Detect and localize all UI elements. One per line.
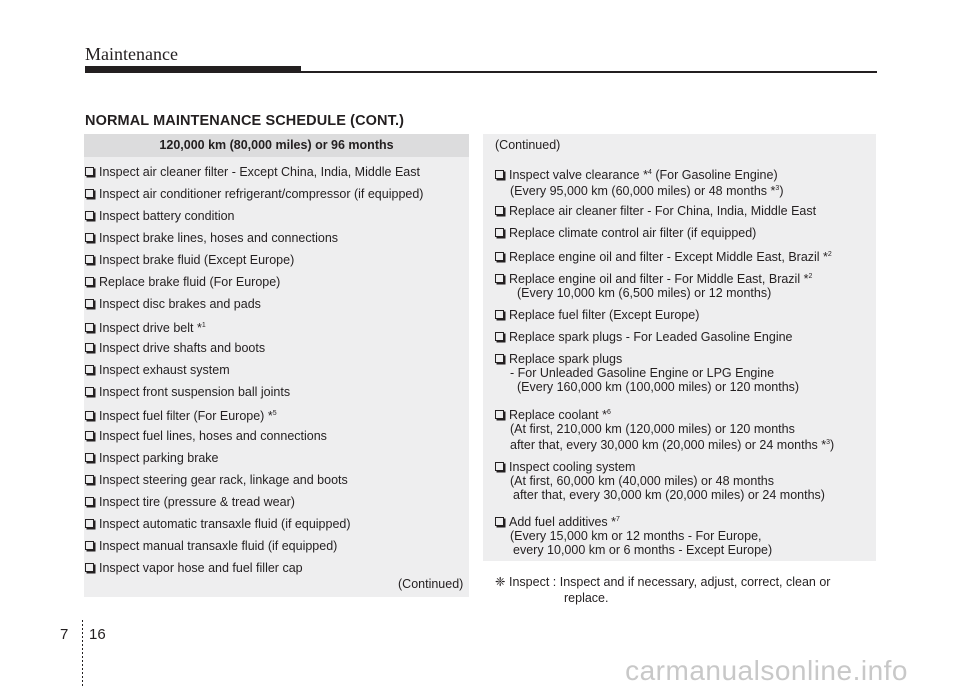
checkbox-icon xyxy=(495,310,504,319)
checkbox-icon xyxy=(85,211,94,220)
footnote-ref: 2 xyxy=(808,273,813,280)
checkbox-icon xyxy=(85,233,94,242)
list-item xyxy=(85,209,235,223)
item-spark-plugs xyxy=(495,352,799,394)
checkbox-icon xyxy=(495,517,504,526)
watermark: carmanualsonline.info xyxy=(625,655,908,686)
list-item xyxy=(85,231,338,245)
checkbox-icon xyxy=(495,354,504,363)
item-text: Inspect vapor hose and fuel filler cap xyxy=(99,561,303,575)
item-text: Inspect valve clearance * xyxy=(509,168,648,182)
checkbox-icon xyxy=(85,343,94,352)
footnote-ref: 1 xyxy=(201,322,206,329)
footnote-ref: 3 xyxy=(826,439,831,446)
list-item xyxy=(85,187,423,201)
item-text: Inspect air cleaner filter - Except China, India, Middle East xyxy=(99,165,420,179)
item-text: Replace spark plugs - For Leaded Gasoline Engine xyxy=(509,330,793,344)
item-text: Replace fuel filter (Except Europe) xyxy=(509,308,700,322)
list-item xyxy=(85,275,280,289)
list-item xyxy=(85,341,265,355)
chapter-number: 7 xyxy=(60,626,69,643)
footnote-ref: 4 xyxy=(647,169,652,176)
left-panel-heading-text: 120,000 km (80,000 miles) or 96 months xyxy=(159,138,394,152)
checkbox-icon xyxy=(85,365,94,374)
checkbox-icon xyxy=(495,252,504,261)
footnote-ref: 6 xyxy=(606,409,611,416)
left-continued-label: (Continued) xyxy=(398,577,464,591)
checkbox-icon xyxy=(85,563,94,572)
section-title: NORMAL MAINTENANCE SCHEDULE (CONT.) xyxy=(85,113,405,129)
item-text-cont: (For Gasoline Engine) xyxy=(651,168,778,182)
item-interval: (Every 15,000 km or 12 months - For Europe, xyxy=(510,529,762,543)
list-item xyxy=(85,495,295,509)
item-text: Inspect fuel lines, hoses and connections xyxy=(99,429,327,443)
checkbox-icon xyxy=(85,519,94,528)
list-item xyxy=(85,539,337,553)
left-panel xyxy=(84,157,469,597)
item-spark-plugs-leaded xyxy=(495,330,793,344)
item-text: Replace coolant * xyxy=(509,408,607,422)
header-rule xyxy=(301,71,877,73)
page-number: 16 xyxy=(89,626,106,643)
item-interval: (At first, 60,000 km (40,000 miles) or 48 months xyxy=(510,474,774,488)
item-text: Inspect steering gear rack, linkage and boots xyxy=(99,473,348,487)
item-valve-clearance xyxy=(495,166,783,198)
checkbox-icon xyxy=(85,541,94,550)
item-text: Inspect automatic transaxle fluid (if equipped) xyxy=(99,517,351,531)
item-text: Replace engine oil and filter - For Middle East, Brazil * xyxy=(509,272,809,286)
checkbox-icon xyxy=(495,462,504,471)
inspect-note xyxy=(495,574,830,606)
checkbox-icon xyxy=(85,189,94,198)
list-item xyxy=(85,429,327,443)
checkbox-icon xyxy=(495,410,504,419)
item-text: Add fuel additives * xyxy=(509,515,617,529)
item-interval: (At first, 210,000 km (120,000 miles) or 120 months xyxy=(510,422,795,436)
item-air-cleaner xyxy=(495,204,816,218)
item-text: Replace air cleaner filter - For China, India, Middle East xyxy=(509,204,817,218)
item-interval-cont: after that, every 30,000 km (20,000 miles) or 24 months) xyxy=(513,488,825,502)
item-text: Inspect cooling system xyxy=(509,460,636,474)
item-interval-cont: every 10,000 km or 6 months - Except Europe) xyxy=(513,543,773,557)
item-engine-oil-1 xyxy=(495,248,832,264)
note-symbol-icon: ❈ xyxy=(495,575,506,589)
item-text: Inspect battery condition xyxy=(99,209,235,223)
list-item xyxy=(85,561,303,575)
item-text: Inspect air conditioner refrigerant/compressor (if equipped) xyxy=(99,187,424,201)
item-interval: (Every 10,000 km (6,500 miles) or 12 months) xyxy=(517,286,772,300)
item-text: Replace spark plugs xyxy=(509,352,623,366)
checkbox-icon xyxy=(85,277,94,286)
checkbox-icon xyxy=(85,475,94,484)
left-panel-heading xyxy=(84,134,469,157)
item-text: Replace climate control air filter (if equipped) xyxy=(509,226,757,240)
item-text: Inspect drive shafts and boots xyxy=(99,341,266,355)
checkbox-icon xyxy=(85,453,94,462)
item-text: Replace engine oil and filter - Except Middle East, Brazil * xyxy=(509,250,828,264)
list-item xyxy=(85,517,351,531)
item-text: Inspect manual transaxle fluid (if equipped) xyxy=(99,539,338,553)
item-engine-oil-2 xyxy=(495,270,812,300)
header-bar xyxy=(85,66,301,73)
list-item xyxy=(85,297,261,311)
header-title: Maintenance xyxy=(85,44,178,64)
footnote-ref: 5 xyxy=(272,410,277,417)
checkbox-icon xyxy=(495,332,504,341)
item-interval-end: ) xyxy=(779,184,784,198)
checkbox-icon xyxy=(85,299,94,308)
list-item xyxy=(85,473,348,487)
checkbox-icon xyxy=(85,255,94,264)
list-item xyxy=(85,451,219,465)
item-text: Inspect parking brake xyxy=(99,451,219,465)
item-interval: (Every 160,000 km (100,000 miles) or 120 months) xyxy=(517,380,800,394)
checkbox-icon xyxy=(85,387,94,396)
list-item xyxy=(85,253,294,267)
item-text: Inspect fuel filter (For Europe) * xyxy=(99,409,273,423)
list-item xyxy=(85,407,277,423)
checkbox-icon xyxy=(85,323,94,332)
item-interval-end: ) xyxy=(830,438,835,452)
checkbox-icon xyxy=(85,431,94,440)
footnote-ref: 2 xyxy=(827,251,832,258)
item-coolant xyxy=(495,406,834,452)
item-fuel-filter xyxy=(495,308,699,322)
item-text: Inspect brake fluid (Except Europe) xyxy=(99,253,295,267)
checkbox-icon xyxy=(85,167,94,176)
item-text: Inspect exhaust system xyxy=(99,363,230,377)
right-continued-label: (Continued) xyxy=(495,138,561,152)
item-text: Inspect tire (pressure & tread wear) xyxy=(99,495,295,509)
item-climate-filter xyxy=(495,226,756,240)
checkbox-icon xyxy=(495,274,504,283)
list-item xyxy=(85,363,230,377)
item-interval-cont: after that, every 30,000 km (20,000 miles) or 24 months * xyxy=(510,438,827,452)
item-text: Inspect front suspension ball joints xyxy=(99,385,291,399)
item-text: Replace brake fluid (For Europe) xyxy=(99,275,281,289)
checkbox-icon xyxy=(495,228,504,237)
checkbox-icon xyxy=(495,170,504,179)
item-fuel-additives xyxy=(495,513,772,557)
item-text: Inspect brake lines, hoses and connections xyxy=(99,231,339,245)
note-line-1: Inspect : Inspect and if necessary, adjust, correct, clean or xyxy=(509,575,831,589)
list-item xyxy=(85,319,206,335)
checkbox-icon xyxy=(85,497,94,506)
checkbox-icon xyxy=(495,206,504,215)
item-cooling-system xyxy=(495,460,825,502)
checkbox-icon xyxy=(85,411,94,420)
list-item xyxy=(85,165,420,179)
item-text: Inspect drive belt * xyxy=(99,321,202,335)
note-line-2: replace. xyxy=(564,591,609,605)
list-item xyxy=(85,385,290,399)
footnote-ref: 7 xyxy=(616,516,620,523)
footer-divider xyxy=(82,620,83,687)
item-text: Inspect disc brakes and pads xyxy=(99,297,261,311)
item-condition: - For Unleaded Gasoline Engine or LPG Engine xyxy=(510,366,775,380)
footnote-ref: 3 xyxy=(775,185,780,192)
item-interval: (Every 95,000 km (60,000 miles) or 48 months * xyxy=(510,184,776,198)
